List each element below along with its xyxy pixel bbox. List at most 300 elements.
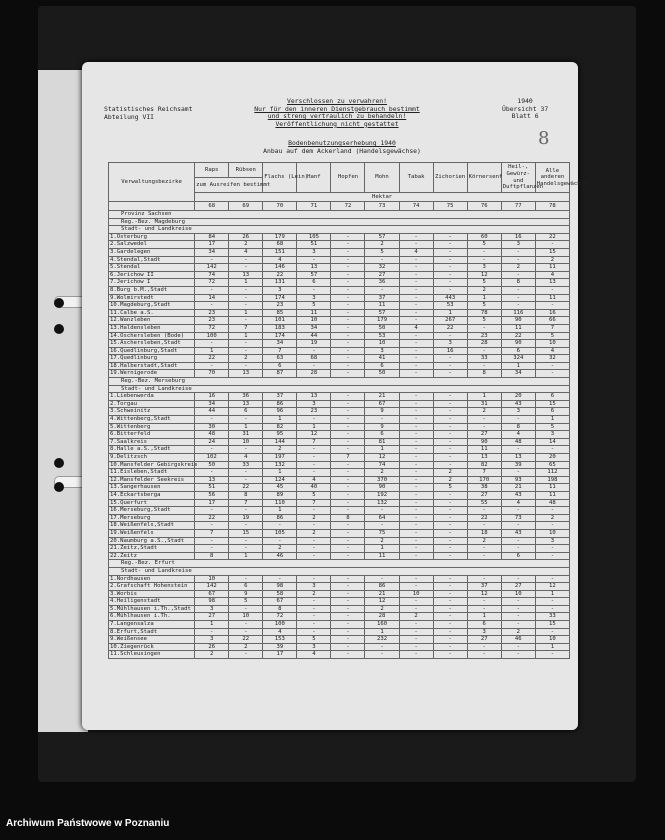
table-cell: - bbox=[331, 332, 365, 340]
table-cell: - bbox=[297, 454, 331, 462]
table-cell: - bbox=[297, 598, 331, 606]
table-cell: 5 bbox=[297, 491, 331, 499]
table-cell: - bbox=[399, 545, 433, 553]
table-cell: 2 bbox=[297, 590, 331, 598]
section-label: Reg.-Bez. Merseburg bbox=[109, 378, 570, 386]
table-cell: 1 bbox=[263, 416, 297, 424]
table-cell: 43 bbox=[501, 491, 535, 499]
table-cell: - bbox=[331, 423, 365, 431]
table-cell: 34 bbox=[195, 248, 229, 256]
table-cell: 170 bbox=[467, 476, 501, 484]
table-cell: - bbox=[501, 545, 535, 553]
table-cell: 6 bbox=[467, 621, 501, 629]
header-left-line: Abteilung VII bbox=[104, 112, 155, 121]
table-cell: - bbox=[297, 552, 331, 560]
table-cell: 14 bbox=[535, 438, 569, 446]
table-row bbox=[109, 271, 570, 279]
table-cell: 48 bbox=[501, 438, 535, 446]
section-row bbox=[109, 567, 570, 575]
district-name: 11.Eisleben,Stadt bbox=[109, 469, 195, 477]
table-cell: 101 bbox=[263, 317, 297, 325]
table-cell: - bbox=[331, 294, 365, 302]
table-cell: 1 bbox=[195, 621, 229, 629]
table-cell: - bbox=[433, 400, 467, 408]
table-cell: 37 bbox=[365, 294, 399, 302]
table-cell: - bbox=[433, 491, 467, 499]
table-cell: 85 bbox=[263, 309, 297, 317]
table-cell: 232 bbox=[365, 636, 399, 644]
section-label: Stadt- und Landkreise bbox=[109, 385, 570, 393]
table-row bbox=[109, 294, 570, 302]
table-cell: 124 bbox=[263, 476, 297, 484]
table-cell: - bbox=[399, 347, 433, 355]
table-cell: 324 bbox=[501, 355, 535, 363]
table-cell: - bbox=[399, 309, 433, 317]
table-cell: 105 bbox=[297, 233, 331, 241]
table-cell: 153 bbox=[263, 636, 297, 644]
table-cell: - bbox=[399, 621, 433, 629]
subtitle-crop: Anbau auf dem Ackerland (Handelsgewächse) bbox=[263, 147, 421, 155]
district-name: 20.Naumburg a.S.,Stadt bbox=[109, 537, 195, 545]
district-name: 15.Aschersleben,Stadt bbox=[109, 340, 195, 348]
table-cell: 110 bbox=[263, 499, 297, 507]
table-cell: - bbox=[229, 522, 263, 530]
table-cell: 4 bbox=[535, 347, 569, 355]
table-row bbox=[109, 446, 570, 454]
table-cell: 3 bbox=[501, 408, 535, 416]
header-right-line: Blatt 6 bbox=[511, 112, 539, 121]
col-head-koernersenf: Körnersenf bbox=[467, 163, 501, 193]
table-cell: - bbox=[229, 294, 263, 302]
table-cell: - bbox=[229, 340, 263, 348]
table-cell: 1 bbox=[467, 393, 501, 401]
header-center bbox=[252, 98, 422, 128]
table-cell: 21 bbox=[501, 484, 535, 492]
table-cell: 2 bbox=[433, 476, 467, 484]
district-name: 19.Wernigerode bbox=[109, 370, 195, 378]
col-head-hopfen: Hopfen bbox=[331, 163, 365, 193]
table-cell: 10 bbox=[365, 340, 399, 348]
table-row bbox=[109, 461, 570, 469]
table-cell: - bbox=[399, 340, 433, 348]
table-cell: 13 bbox=[501, 454, 535, 462]
table-cell: - bbox=[399, 507, 433, 515]
table-cell: 7 bbox=[229, 499, 263, 507]
table-cell: - bbox=[263, 537, 297, 545]
table-cell: - bbox=[399, 241, 433, 249]
table-cell: - bbox=[331, 628, 365, 636]
table-cell: 34 bbox=[195, 400, 229, 408]
table-cell: 151 bbox=[263, 248, 297, 256]
table-row bbox=[109, 256, 570, 264]
table-cell: - bbox=[399, 286, 433, 294]
table-cell: 3 bbox=[263, 286, 297, 294]
table-row bbox=[109, 332, 570, 340]
table-cell: - bbox=[501, 302, 535, 310]
col-head-hanf: Hanf bbox=[297, 163, 331, 193]
table-cell: 7 bbox=[229, 324, 263, 332]
table-row bbox=[109, 400, 570, 408]
table-cell: 131 bbox=[263, 279, 297, 287]
table-cell: 2 bbox=[195, 651, 229, 659]
table-cell: 15 bbox=[229, 529, 263, 537]
column-number: 72 bbox=[331, 202, 365, 211]
table-cell: - bbox=[433, 370, 467, 378]
table-cell: - bbox=[399, 575, 433, 583]
table-cell: 50 bbox=[365, 324, 399, 332]
table-cell: - bbox=[365, 416, 399, 424]
table-cell: 86 bbox=[263, 400, 297, 408]
table-cell: - bbox=[399, 294, 433, 302]
table-cell: 90 bbox=[501, 340, 535, 348]
table-cell: - bbox=[229, 362, 263, 370]
table-row bbox=[109, 317, 570, 325]
table-cell: - bbox=[535, 507, 569, 515]
table-cell: 8 bbox=[195, 552, 229, 560]
district-name: 9.Weißensee bbox=[109, 636, 195, 644]
table-cell: 1 bbox=[535, 590, 569, 598]
table-cell: 5 bbox=[467, 241, 501, 249]
table-cell: - bbox=[331, 491, 365, 499]
table-cell: 4 bbox=[229, 454, 263, 462]
col-head-flachs: Flachs (Lein) bbox=[263, 163, 297, 193]
table-cell: - bbox=[433, 256, 467, 264]
table-cell: 38 bbox=[467, 484, 501, 492]
table-cell: - bbox=[331, 499, 365, 507]
table-cell: - bbox=[297, 537, 331, 545]
table-cell: - bbox=[331, 537, 365, 545]
table-cell: 34 bbox=[297, 324, 331, 332]
table-cell: - bbox=[331, 583, 365, 591]
col-head-heilpflanzen: Heil-, Gewürz- und Duftpflanzen bbox=[501, 163, 535, 193]
table-cell: - bbox=[535, 286, 569, 294]
table-cell: 2 bbox=[467, 537, 501, 545]
column-number-row bbox=[109, 202, 570, 211]
table-cell: - bbox=[229, 507, 263, 515]
unit-row: Hektar bbox=[195, 193, 570, 202]
table-row bbox=[109, 537, 570, 545]
table-cell: 3 bbox=[297, 248, 331, 256]
table-cell: - bbox=[501, 446, 535, 454]
table-cell: - bbox=[501, 248, 535, 256]
table-cell: - bbox=[467, 598, 501, 606]
table-cell: 4 bbox=[263, 628, 297, 636]
district-name: 8.Erfurt,Stadt bbox=[109, 628, 195, 636]
table-cell: 8 bbox=[501, 423, 535, 431]
table-cell: 4 bbox=[501, 431, 535, 439]
district-name: 1.Osterburg bbox=[109, 233, 195, 241]
table-cell: - bbox=[331, 469, 365, 477]
table-cell: - bbox=[399, 476, 433, 484]
table-cell: 4 bbox=[297, 651, 331, 659]
district-name: 7.Jerichow I bbox=[109, 279, 195, 287]
table-cell: 21 bbox=[365, 590, 399, 598]
table-cell: - bbox=[399, 651, 433, 659]
table-cell: - bbox=[195, 469, 229, 477]
table-cell: 24 bbox=[195, 438, 229, 446]
district-name: 12.Mansfelder Seekreis bbox=[109, 476, 195, 484]
table-cell: 48 bbox=[195, 431, 229, 439]
table-cell: 13 bbox=[229, 370, 263, 378]
punch-hole bbox=[54, 298, 64, 308]
table-cell: 67 bbox=[263, 598, 297, 606]
table-cell: - bbox=[501, 286, 535, 294]
table-cell: 4 bbox=[297, 476, 331, 484]
table-cell: 12 bbox=[365, 598, 399, 606]
table-row bbox=[109, 355, 570, 363]
table-cell: 132 bbox=[365, 499, 399, 507]
table-cell: 13 bbox=[297, 393, 331, 401]
table-cell: - bbox=[501, 294, 535, 302]
table-cell: 23 bbox=[263, 302, 297, 310]
table-cell: 4 bbox=[535, 271, 569, 279]
section-row bbox=[109, 385, 570, 393]
table-cell: 2 bbox=[467, 408, 501, 416]
table-cell: 11 bbox=[535, 294, 569, 302]
table-cell: 43 bbox=[501, 400, 535, 408]
table-row bbox=[109, 545, 570, 553]
district-name: 4.Heiligenstadt bbox=[109, 598, 195, 606]
district-name: 18.Weißenfels,Stadt bbox=[109, 522, 195, 530]
district-name: 14.Eckartsberga bbox=[109, 491, 195, 499]
table-cell: - bbox=[467, 605, 501, 613]
table-cell: - bbox=[331, 613, 365, 621]
table-cell: 12 bbox=[297, 431, 331, 439]
table-cell: - bbox=[399, 279, 433, 287]
district-name: 22.Zeitz bbox=[109, 552, 195, 560]
table-row bbox=[109, 347, 570, 355]
table-cell: - bbox=[501, 271, 535, 279]
table-cell: 2 bbox=[263, 446, 297, 454]
table-cell: 39 bbox=[263, 643, 297, 651]
table-cell: 3 bbox=[535, 537, 569, 545]
table-cell: - bbox=[195, 522, 229, 530]
table-row bbox=[109, 309, 570, 317]
table-cell: 57 bbox=[365, 309, 399, 317]
table-cell: 27 bbox=[467, 636, 501, 644]
table-cell: - bbox=[399, 233, 433, 241]
table-cell: 5 bbox=[297, 636, 331, 644]
table-cell: 86 bbox=[263, 514, 297, 522]
table-row bbox=[109, 423, 570, 431]
table-cell: 20 bbox=[501, 393, 535, 401]
column-number: 75 bbox=[433, 202, 467, 211]
table-row bbox=[109, 484, 570, 492]
table-cell: 5 bbox=[467, 279, 501, 287]
table-cell: - bbox=[535, 575, 569, 583]
table-cell: 67 bbox=[365, 400, 399, 408]
table-cell: - bbox=[297, 522, 331, 530]
district-name: 4.Stendal,Stadt bbox=[109, 256, 195, 264]
table-cell: 179 bbox=[263, 233, 297, 241]
table-cell: 6 bbox=[501, 347, 535, 355]
table-cell: - bbox=[433, 271, 467, 279]
table-cell: - bbox=[467, 545, 501, 553]
table-cell: 8 bbox=[263, 605, 297, 613]
table-row bbox=[109, 416, 570, 424]
table-cell: 2 bbox=[467, 286, 501, 294]
table-cell: 33 bbox=[467, 355, 501, 363]
table-cell: 33 bbox=[535, 613, 569, 621]
table-cell: 2 bbox=[297, 529, 331, 537]
table-cell: 6 bbox=[297, 279, 331, 287]
table-cell: - bbox=[195, 286, 229, 294]
table-cell: 37 bbox=[263, 393, 297, 401]
table-cell: 2 bbox=[399, 613, 433, 621]
table-cell: 1 bbox=[229, 552, 263, 560]
table-cell: - bbox=[365, 575, 399, 583]
table-cell: 1 bbox=[229, 279, 263, 287]
table-cell: - bbox=[331, 416, 365, 424]
table-cell: - bbox=[365, 522, 399, 530]
table-cell: - bbox=[399, 362, 433, 370]
table-cell: 15 bbox=[535, 248, 569, 256]
table-row bbox=[109, 507, 570, 515]
table-cell: 8 bbox=[501, 279, 535, 287]
header-right-line: 1940 bbox=[517, 97, 533, 105]
table-cell: 2 bbox=[535, 514, 569, 522]
table-row bbox=[109, 552, 570, 560]
table-cell: 16 bbox=[501, 233, 535, 241]
table-cell: - bbox=[229, 302, 263, 310]
table-cell: - bbox=[297, 545, 331, 553]
table-cell: 31 bbox=[229, 431, 263, 439]
table-cell: 2 bbox=[297, 514, 331, 522]
table-cell: 22 bbox=[263, 271, 297, 279]
table-cell: - bbox=[399, 537, 433, 545]
district-name: 10.Ziegenrück bbox=[109, 643, 195, 651]
table-cell: - bbox=[229, 256, 263, 264]
table-cell: 19 bbox=[297, 340, 331, 348]
table-cell: 40 bbox=[297, 484, 331, 492]
table-cell: - bbox=[467, 522, 501, 530]
table-cell: 12 bbox=[365, 454, 399, 462]
table-cell: - bbox=[433, 590, 467, 598]
district-name: 2.Salzwedel bbox=[109, 241, 195, 249]
table-cell: 192 bbox=[365, 491, 399, 499]
table-cell: - bbox=[433, 332, 467, 340]
table-cell: - bbox=[433, 583, 467, 591]
table-cell: - bbox=[433, 461, 467, 469]
table-cell: - bbox=[399, 416, 433, 424]
table-cell: 5 bbox=[535, 332, 569, 340]
table-cell: 72 bbox=[195, 279, 229, 287]
district-name: 1.Liebenwerda bbox=[109, 393, 195, 401]
table-cell: 4 bbox=[501, 499, 535, 507]
table-row bbox=[109, 651, 570, 659]
district-name: 19.Weißenfels bbox=[109, 529, 195, 537]
table-cell: 1 bbox=[501, 362, 535, 370]
table-row bbox=[109, 613, 570, 621]
table-cell: - bbox=[229, 621, 263, 629]
table-cell: - bbox=[433, 355, 467, 363]
col-head-andere: Alle anderen Handelsgewächse bbox=[535, 163, 569, 193]
table-cell: - bbox=[501, 469, 535, 477]
table-row bbox=[109, 598, 570, 606]
table-cell: - bbox=[535, 370, 569, 378]
table-cell: - bbox=[297, 613, 331, 621]
table-cell: 267 bbox=[433, 317, 467, 325]
table-cell: 3 bbox=[501, 241, 535, 249]
table-cell: - bbox=[297, 621, 331, 629]
table-cell: - bbox=[331, 438, 365, 446]
table-cell: - bbox=[399, 370, 433, 378]
table-row bbox=[109, 529, 570, 537]
district-name: 11.Calbe a.S. bbox=[109, 309, 195, 317]
table-cell: 43 bbox=[501, 529, 535, 537]
table-cell: 15 bbox=[535, 400, 569, 408]
table-cell: - bbox=[433, 621, 467, 629]
table-cell: 19 bbox=[229, 514, 263, 522]
table-cell: 1 bbox=[365, 545, 399, 553]
table-cell: - bbox=[297, 286, 331, 294]
table-row bbox=[109, 279, 570, 287]
district-name: 11.Schleusingen bbox=[109, 651, 195, 659]
table-cell: - bbox=[399, 643, 433, 651]
district-name: 10.Mansfelder Gebirgskreis bbox=[110, 461, 198, 468]
table-cell: - bbox=[297, 605, 331, 613]
table-row bbox=[109, 491, 570, 499]
table-cell: 16 bbox=[535, 309, 569, 317]
table-cell: - bbox=[399, 302, 433, 310]
table-cell: - bbox=[297, 416, 331, 424]
section-label: Stadt- und Landkreise bbox=[109, 226, 570, 234]
district-name: 13.Haldensleben bbox=[109, 324, 195, 332]
table-cell: - bbox=[399, 408, 433, 416]
table-cell: 36 bbox=[229, 393, 263, 401]
table-cell: 98 bbox=[263, 583, 297, 591]
table-row bbox=[109, 370, 570, 378]
table-cell: 3 bbox=[195, 605, 229, 613]
column-number: 77 bbox=[501, 202, 535, 211]
table-cell: - bbox=[535, 302, 569, 310]
table-cell: - bbox=[195, 507, 229, 515]
table-cell: - bbox=[399, 431, 433, 439]
table-cell: 10 bbox=[535, 636, 569, 644]
table-cell: - bbox=[229, 575, 263, 583]
table-cell: - bbox=[195, 446, 229, 454]
table-cell: 3 bbox=[535, 431, 569, 439]
table-cell: 51 bbox=[297, 241, 331, 249]
table-cell: 27 bbox=[467, 491, 501, 499]
table-cell: 53 bbox=[433, 302, 467, 310]
table-cell: 1 bbox=[263, 507, 297, 515]
section-row bbox=[109, 218, 570, 226]
table-cell: - bbox=[399, 355, 433, 363]
table-cell: 82 bbox=[263, 423, 297, 431]
table-cell: 57 bbox=[365, 233, 399, 241]
table-row bbox=[109, 286, 570, 294]
table-cell: - bbox=[501, 605, 535, 613]
table-cell: - bbox=[331, 340, 365, 348]
table-row bbox=[109, 302, 570, 310]
district-name: 8.Burg b.M.,Stadt bbox=[109, 286, 195, 294]
table-row bbox=[109, 636, 570, 644]
document-sheet bbox=[82, 62, 588, 730]
table-cell: 1 bbox=[467, 613, 501, 621]
table-cell: 8 bbox=[331, 514, 365, 522]
col-head-zichorien: Zichorien bbox=[433, 163, 467, 193]
table-cell: 5 bbox=[297, 302, 331, 310]
table-cell: - bbox=[433, 264, 467, 272]
table-cell: - bbox=[195, 628, 229, 636]
table-cell: 72 bbox=[263, 613, 297, 621]
district-name: 15.Querfurt bbox=[109, 499, 195, 507]
table-cell: - bbox=[399, 499, 433, 507]
table-cell: 86 bbox=[365, 583, 399, 591]
table-cell: 10 bbox=[501, 590, 535, 598]
table-row bbox=[109, 241, 570, 249]
